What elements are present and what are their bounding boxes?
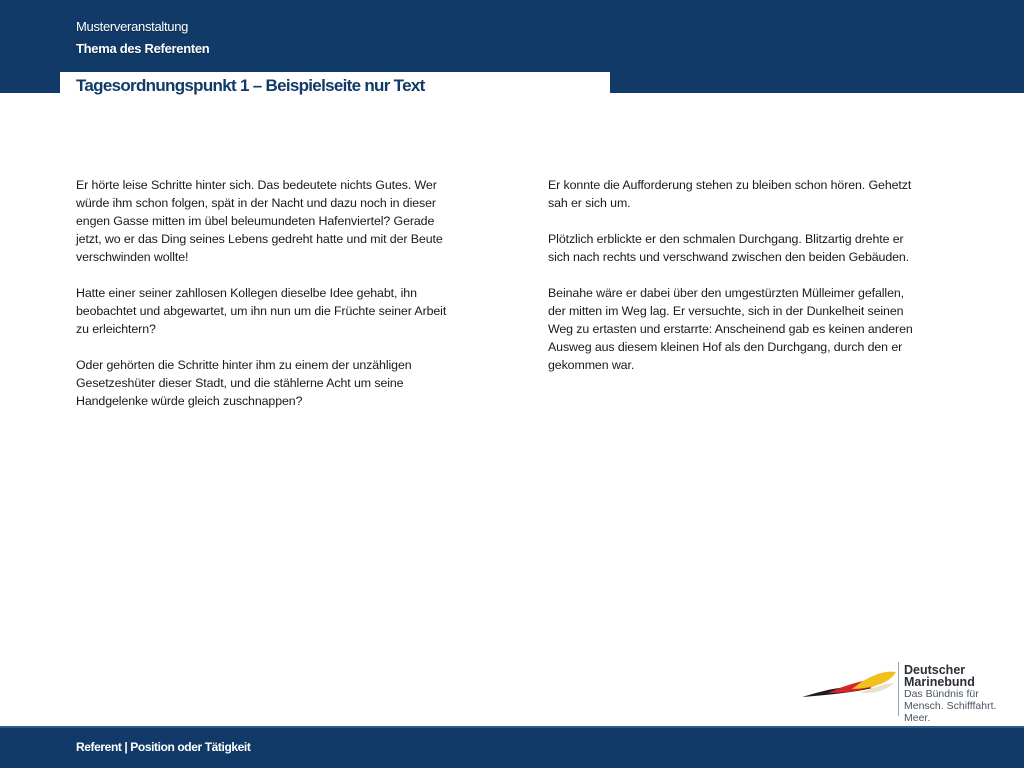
deutscher-marinebund-logo: [800, 660, 1020, 724]
header-rule: [610, 91, 1024, 93]
footer-band: [0, 726, 1024, 768]
logo-tagline: Das Bündnis für: [904, 688, 979, 700]
paragraph: Hatte einer seiner zahllosen Kollegen dieselbe Idee gehabt, ihn beobachtet und abgewartet, um ihn nun um die Früchte seiner Arbeit zu erleichtern?: [76, 286, 447, 336]
right-text-column: [548, 176, 918, 392]
title-tab: [60, 72, 610, 93]
left-text-column: [76, 176, 456, 428]
event-title: Musterveranstaltung: [76, 19, 189, 34]
paragraph: Plötzlich erblickte er den schmalen Durchgang. Blitzartig drehte er sich nach rechts und verschwand zwischen den beiden Gebäuden.: [548, 232, 910, 264]
logo-tagline: Mensch. Schifffahrt. Meer.: [904, 700, 997, 724]
logo-divider: [898, 662, 899, 716]
paragraph: Er hörte leise Schritte hinter sich. Das bedeutete nichts Gutes. Wer würde ihm schon folgen, spät in der Nacht und dazu noch in dieser engen Gasse mitten im übel beleumundeten Hafenviertel? Gerade jetzt, wo er das Ding seines Lebens gedreht hatte und mit der Beute verschwinden wollte!: [76, 178, 443, 264]
logo-name-line: Marinebund: [904, 675, 975, 689]
page-title: Tagesordnungspunkt 1 – Beispielseite nur Text: [76, 76, 425, 95]
paragraph: Oder gehörten die Schritte hinter ihm zu einem der unzähligen Gesetzeshüter dieser Stadt, und die stählerne Acht um seine Handgelenke würde gleich zuschnappen?: [76, 358, 412, 408]
footer-accent-line: [0, 726, 1024, 728]
logo-name-line: Deutscher: [904, 663, 966, 677]
paragraph: Er konnte die Aufforderung stehen zu bleiben schon hören. Gehetzt sah er sich um.: [548, 178, 912, 210]
paragraph: Beinahe wäre er dabei über den umgestürzten Mülleimer gefallen, der mitten im Weg lag. Er versuchte, sich in der Dunkelheit seinen Weg zu ertasten und erstarrte: Anscheinend gab es keinen anderen Ausweg aus diesem kleinen Hof als den Durchgang, durch den er gekommen war.: [548, 286, 913, 372]
logo-text: [904, 664, 1020, 724]
speaker-topic: Thema des Referenten: [76, 41, 210, 56]
footer-speaker-info: Referent | Position oder Tätigkeit: [76, 740, 251, 754]
flag-wave-icon: [800, 666, 898, 706]
